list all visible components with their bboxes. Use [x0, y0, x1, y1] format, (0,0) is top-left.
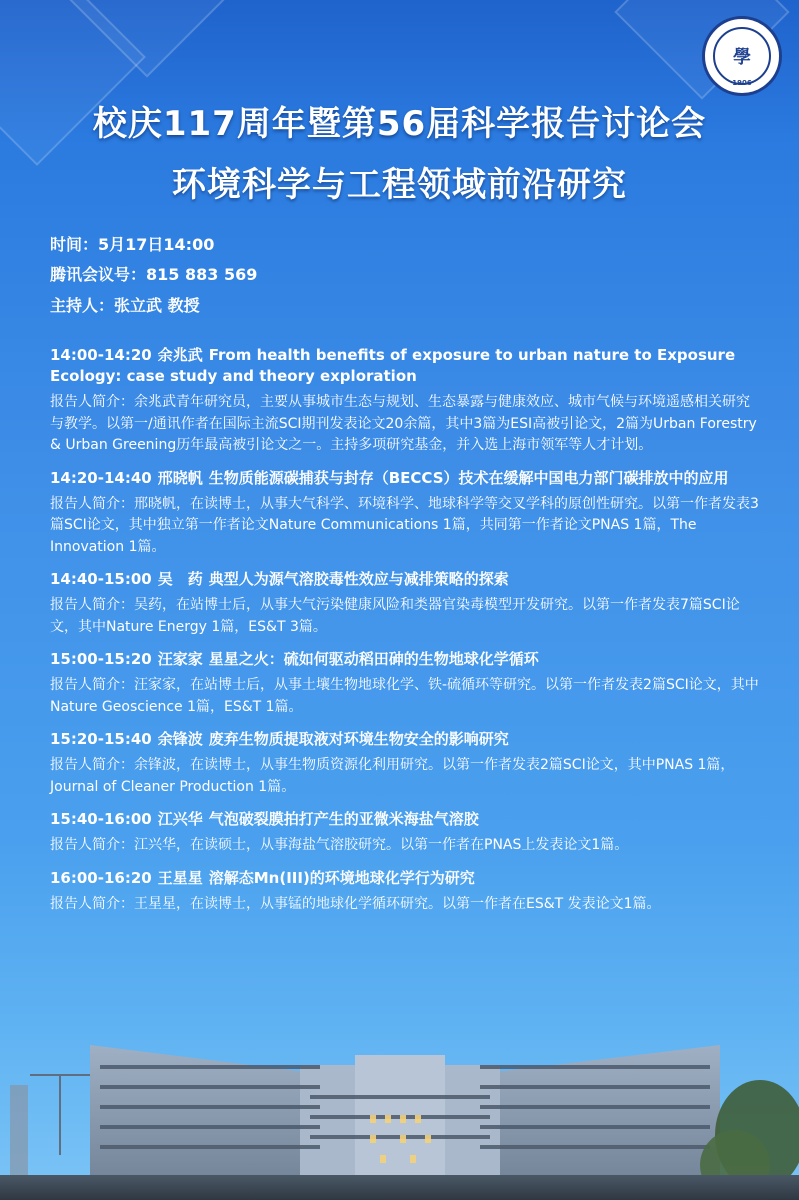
logo-emblem	[713, 27, 771, 85]
talk-title: 典型人为源气溶胶毒性效应与减排策略的探索	[208, 570, 509, 588]
speaker-bio: 报告人简介：吴药，在站博士后，从事大气污染健康风险和类器官染毒模型开发研究。以第一作者发表7篇SCI论文，其中Nature Energy 1篇，ES&T 3篇。	[50, 597, 740, 635]
talk-time: 15:00-15:20	[50, 650, 152, 668]
talk-speaker: 王星星	[157, 868, 203, 887]
talk-heading	[50, 868, 762, 889]
talk-item	[50, 868, 762, 916]
talk-item	[50, 468, 762, 559]
talk-time: 14:40-15:00	[50, 570, 152, 588]
logo-year: 1906	[732, 79, 752, 87]
talk-item	[50, 569, 762, 638]
speaker-bio: 报告人简介：余兆武青年研究员，主要从事城市生态与规划、生态暴露与健康效应、城市气候与环境遥感相关研究与教学。以第一/通讯作者在国际主流SCI期刊发表论文20余篇，其中3篇为ESI高被引论文，2篇为Urban Forestry & Urban Greening历年最高被引论文之一。主持多项研究基金，并入选上海市领军等人才计划。	[50, 394, 757, 453]
meeting-time: 时间：5月17日14:00	[50, 235, 215, 254]
meeting-id: 腾讯会议号：815 883 569	[50, 265, 258, 284]
speaker-bio: 报告人简介：余锋波，在读博士，从事生物质资源化利用研究。以第一作者发表2篇SCI论文，其中PNAS 1篇，Journal of Cleaner Production 1篇。	[50, 757, 735, 795]
talk-heading	[50, 569, 762, 590]
talk-heading	[50, 649, 762, 670]
speaker-bio: 报告人简介：汪家家，在站博士后，从事土壤生物地球化学、铁-硫循环等研究。以第一作者发表2篇SCI论文，其中Nature Geoscience 1篇，ES&T 1篇。	[50, 677, 759, 715]
logo-glyph: 學	[733, 47, 751, 68]
talk-speaker: 余兆武	[157, 346, 203, 364]
campus-building-illustration	[0, 1015, 799, 1200]
talk-time: 15:20-15:40	[50, 730, 152, 748]
speaker-bio: 报告人简介：江兴华，在读硕士，从事海盐气溶胶研究。以第一作者在PNAS上发表论文1篇。	[50, 837, 629, 853]
talk-heading	[50, 729, 762, 750]
talk-time: 14:20-14:40	[50, 468, 152, 487]
talk-heading	[50, 468, 762, 489]
talk-time: 16:00-16:20	[50, 868, 152, 887]
talk-title: 星星之火：硫如何驱动稻田砷的生物地球化学循环	[208, 650, 539, 668]
talk-title: 废弃生物质提取液对环境生物安全的影响研究	[208, 730, 509, 748]
university-logo	[702, 16, 782, 96]
talk-item	[50, 649, 762, 718]
talk-speaker: 余锋波	[157, 730, 203, 748]
talk-list	[50, 345, 762, 926]
meeting-host: 主持人：张立武 教授	[50, 296, 200, 315]
talk-item	[50, 809, 762, 857]
talk-time: 14:00-14:20	[50, 346, 152, 364]
talk-heading	[50, 345, 762, 387]
talk-speaker: 邢晓帆	[157, 468, 203, 487]
talk-title: 溶解态Mn(III)的环境地球化学行为研究	[208, 868, 475, 887]
speaker-bio: 报告人简介：邢晓帆，在读博士，从事大气科学、环境科学、地球科学等交叉学科的原创性研究。以第一作者发表3篇SCI论文，其中独立第一作者论文Nature Communications 1篇，共同第一作者论文PNAS 1篇，The Innovation 1篇。	[50, 495, 759, 555]
talk-item	[50, 345, 762, 457]
talk-title: 气泡破裂膜拍打产生的亚微米海盐气溶胶	[208, 810, 479, 828]
title-line-1: 校庆117周年暨第56届科学报告讨论会	[92, 104, 707, 144]
talk-speaker: 江兴华	[157, 810, 203, 828]
talk-title: 生物质能源碳捕获与封存（BECCS）技术在缓解中国电力部门碳排放中的应用	[208, 468, 729, 487]
talk-speaker: 汪家家	[157, 650, 203, 668]
title-line-2: 环境科学与工程领域前沿研究	[172, 165, 627, 205]
talk-heading	[50, 809, 762, 830]
talk-title: From health benefits of exposure to urban nature to Exposure Ecology: case study and theory exploration	[50, 346, 736, 385]
talk-speaker: 吴 药	[157, 570, 203, 588]
talk-time: 15:40-16:00	[50, 810, 152, 828]
speaker-bio: 报告人简介：王星星，在读博士，从事锰的地球化学循环研究。以第一作者在ES&T 发表论文1篇。	[50, 895, 661, 912]
talk-item	[50, 729, 762, 798]
